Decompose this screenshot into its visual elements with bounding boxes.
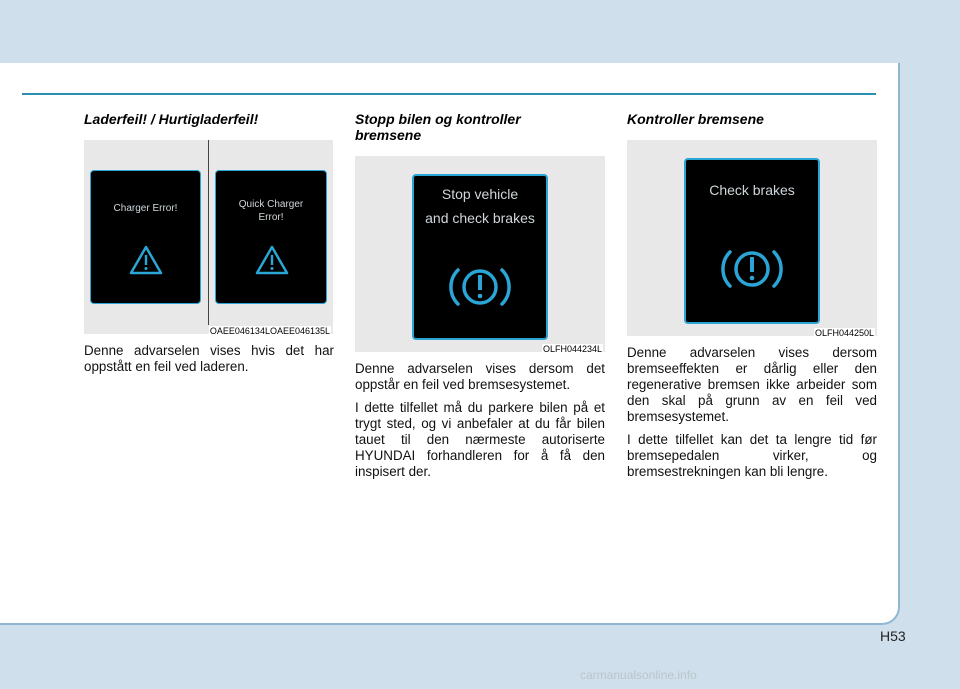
- paragraph: Denne advarselen vises hvis det har oppstått en feil ved laderen.: [84, 343, 334, 374]
- figure-divider: [208, 140, 209, 325]
- brake-warning-icon: [720, 244, 784, 294]
- warning-triangle-icon: [255, 245, 289, 275]
- screen-message-line-1: Stop vehicle: [441, 186, 519, 202]
- check-brakes-screen: [684, 158, 820, 324]
- paragraph: Denne advarselen vises dersom bremseeffekten er dårlig eller den regenerative bremsen ikke arbeider som den skal på grunn av en feil ved bremsesystemet.: [627, 345, 877, 424]
- section-check-brakes: [627, 111, 877, 487]
- figure-caption: OAEE046134LOAEE046135L: [209, 326, 330, 336]
- figure-caption: OLFH044234L: [542, 344, 602, 354]
- paragraph: Denne advarselen vises dersom det oppstår en feil ved bremsesystemet.: [355, 361, 605, 392]
- warning-triangle-icon: [129, 245, 163, 275]
- page-number: H53: [880, 628, 906, 644]
- screen-message: Charger Error!: [113, 203, 178, 214]
- charger-error-screen: [90, 170, 201, 304]
- quick-charger-error-screen: [215, 170, 327, 304]
- header-rule: [22, 93, 876, 95]
- figure-check-brakes: [627, 140, 877, 336]
- figure-stop-vehicle: [355, 156, 605, 352]
- stop-vehicle-screen: [412, 174, 548, 340]
- section-charger-error: [84, 111, 334, 382]
- paragraph: I dette tilfellet må du parkere bilen på et trygt sted, og vi anbefaler at du får bilen tauet til den nærmeste autoriserte HYUNDAI forhandleren for å få den inspisert der.: [355, 400, 605, 479]
- paragraph: I dette tilfellet kan det ta lengre tid før bremsepedalen virker, og bremsestrekningen kan bli lengre.: [627, 432, 877, 479]
- section-heading: Stopp bilen og kontroller bremsene: [355, 111, 521, 143]
- figure-caption: OLFH044250L: [814, 328, 874, 338]
- brake-warning-icon: [448, 262, 512, 312]
- section-stop-vehicle: [355, 111, 605, 487]
- watermark: carmanualsonline.info: [580, 668, 697, 682]
- figure-charger-error: [84, 140, 333, 334]
- section-heading: Kontroller bremsene: [627, 111, 764, 127]
- screen-message: Check brakes: [709, 182, 795, 198]
- section-heading: Laderfeil! / Hurtigladerfeil!: [84, 111, 259, 127]
- screen-message: Quick Charger Error!: [238, 199, 304, 223]
- manual-page: [0, 63, 900, 625]
- screen-message-line-2: and check brakes: [425, 210, 535, 226]
